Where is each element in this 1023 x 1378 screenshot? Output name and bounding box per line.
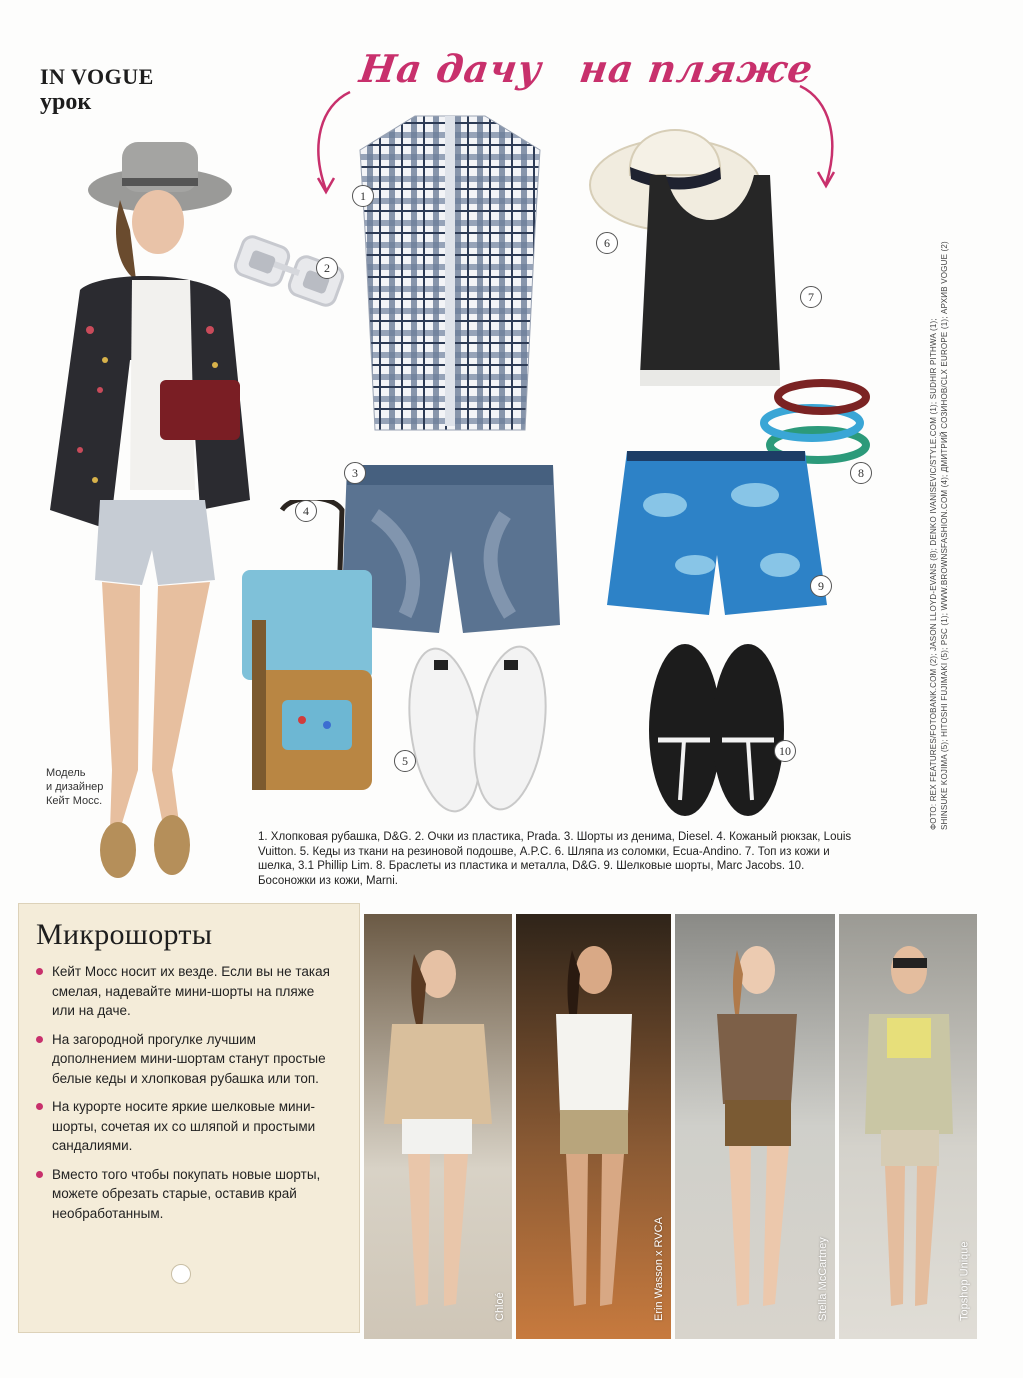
- bullet-dot-icon: [36, 968, 43, 975]
- bullet-dot-icon: [36, 1036, 43, 1043]
- model-caption-line: и дизайнер: [46, 781, 104, 793]
- tip-bullet-text: На загородной прогулке лучшим дополнением мини-шортам станут простые белые кеды и хлопковая рубашка или топ.: [52, 1031, 326, 1086]
- item-number: 8: [850, 462, 872, 484]
- item-number: 1: [352, 185, 374, 207]
- plaid-shirt-image: [345, 110, 555, 440]
- model-caption-line: Модель: [46, 767, 86, 779]
- sunglasses-image: [230, 225, 360, 315]
- photo-credit-line: SHINSUKE KOJIMA (5); HITOSHI FUJIMAKI (5); PSC (1); WWW.BROWNSFASHION.COM (4); ДМИТРИЙ СОЗИНОВ/CLX EUROPE (1); АРХИВ VOGUE (2): [940, 241, 949, 830]
- silk-shorts-image: [605, 445, 830, 625]
- tip-bullet-text: Вместо того чтобы покупать новые шорты, можете обрезать старые, оставив край необработанным.: [52, 1166, 321, 1221]
- runway-photo-stella-mccartney: [675, 914, 835, 1339]
- sneakers-image: [400, 640, 560, 820]
- photo-credits: [928, 241, 950, 830]
- tip-card-bullets: [36, 962, 336, 1232]
- runway-photo-topshop-unique: [839, 914, 977, 1339]
- bullet-dot-icon: [36, 1103, 43, 1110]
- tip-bullet: [36, 1165, 336, 1224]
- item-number: 9: [810, 575, 832, 597]
- runway-photo-chloe: [364, 914, 512, 1339]
- item-credits: 1. Хлопковая рубашка, D&G. 2. Очки из пластика, Prada. 3. Шорты из денима, Diesel. 4. Кожаный рюкзак, Louis Vuitton. 5. Кеды из ткани на резиновой подошве, A.P.C. 6. Шляпа из соломки, Ecua-Andino. 7. Топ из кожи и шелка, 3.1 Phillip Lim. 8. Браслеты из пластика и металла, D&G. 9. Шелковые шорты, Marc Jacobs. 10. Босоножки из кожи, Marni.: [258, 831, 852, 887]
- item-number: 4: [295, 500, 317, 522]
- item-number: 6: [596, 232, 618, 254]
- item-number: 10: [774, 740, 796, 762]
- kicker-lesson: урок: [40, 89, 92, 115]
- kicker-in-vogue: IN VOGUE: [40, 64, 154, 89]
- tag-hole-icon: [171, 1264, 191, 1284]
- heading-country: На дачу: [356, 46, 545, 91]
- item-number: 3: [344, 462, 366, 484]
- runway-label: Stella McCartney: [817, 1237, 829, 1321]
- tip-bullet-text: На курорте носите яркие шелковые мини-шорты, сочетая их со шляпой и простыми сандалиями.: [52, 1099, 316, 1153]
- item-number: 5: [394, 750, 416, 772]
- model-caption-line: Кейт Мосс.: [46, 795, 103, 807]
- item-number: 7: [800, 286, 822, 308]
- runway-label: Chloé: [494, 1292, 506, 1321]
- bullet-dot-icon: [36, 1171, 43, 1178]
- arrow-right-icon: [790, 80, 850, 200]
- heading-beach: на пляже: [576, 46, 817, 91]
- tip-card-title: Микрошорты: [36, 918, 213, 951]
- tip-bullet: [36, 1030, 336, 1089]
- tip-bullet: [36, 1097, 336, 1156]
- item-number: 2: [316, 257, 338, 279]
- leather-top-image: [630, 175, 790, 390]
- model-caption: [46, 766, 126, 808]
- section-kicker: [40, 66, 154, 114]
- tip-bullet-text: Кейт Мосс носит их везде. Если вы не такая смелая, надевайте мини-шорты на пляже или на даче.: [52, 964, 330, 1018]
- tip-bullet: [36, 962, 336, 1021]
- sandals-image: [640, 630, 790, 820]
- runway-label: Erin Wasson x RVCA: [653, 1217, 665, 1321]
- runway-photo-erin-wasson: [516, 914, 671, 1339]
- runway-label: Topshop Unique: [959, 1241, 971, 1321]
- photo-credit-line: ФОТО: REX FEATURES/FOTOBANK.COM (2); JASON LLOYD-EVANS (8); DENKO IVANISEVIC/STYLE.COM (1); SUDHIR PITHWA (1);: [929, 318, 938, 830]
- backpack-image: [232, 500, 382, 820]
